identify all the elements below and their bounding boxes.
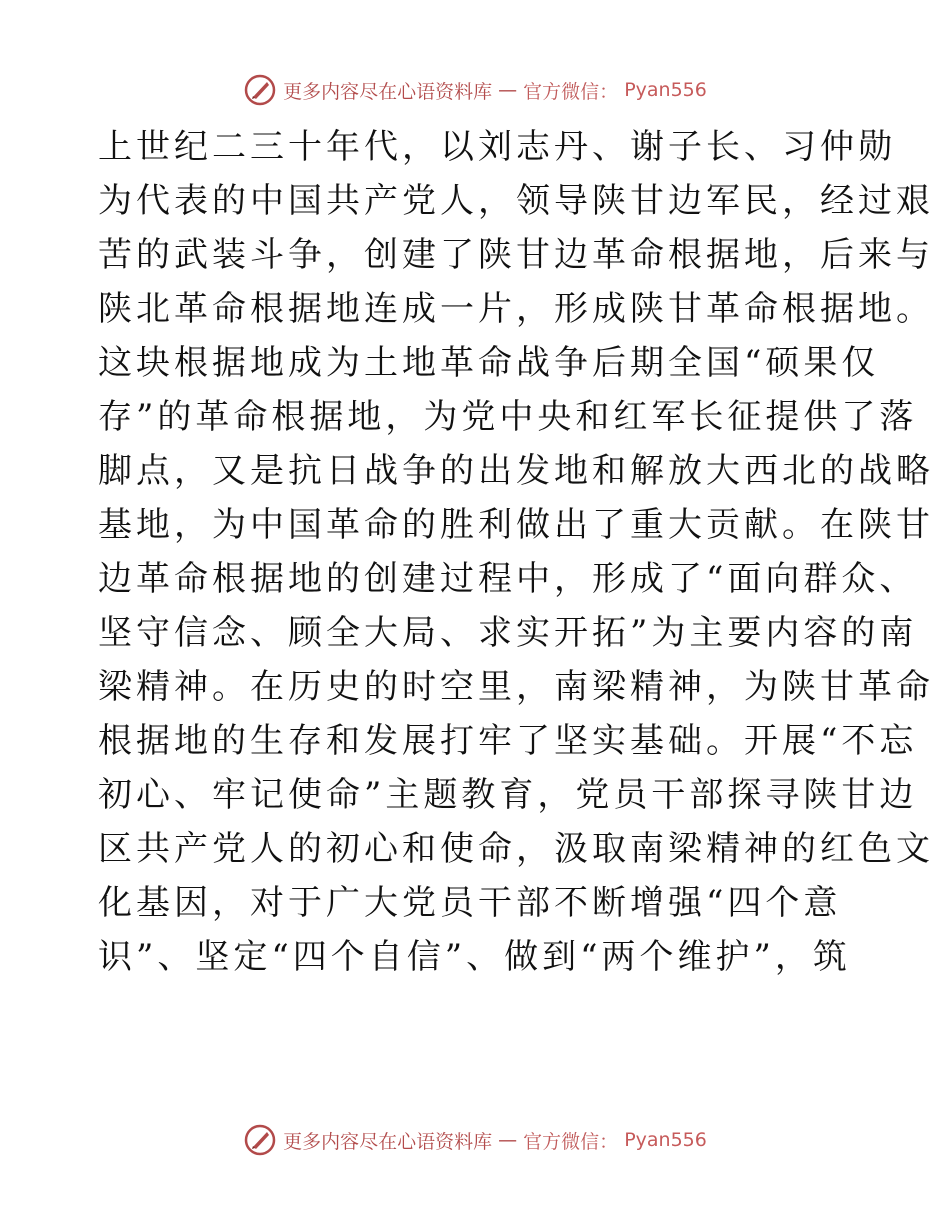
- footer-banner: [0, 1120, 950, 1160]
- body-line: 边革命根据地的创建过程中，形成了“面向群众、: [98, 559, 918, 599]
- body-line: 存”的革命根据地，为党中央和红军长征提供了落: [98, 397, 918, 437]
- header-banner: [0, 70, 950, 110]
- body-line: 基地，为中国革命的胜利做出了重大贡献。在陕甘: [98, 505, 934, 545]
- quill-logo-icon: [243, 1123, 277, 1157]
- footer-separator: —: [498, 1129, 518, 1151]
- body-line: 梁精神。在历史的时空里，南梁精神，为陕甘革命: [98, 667, 934, 707]
- quill-logo-icon: [243, 73, 277, 107]
- body-line: 苦的武装斗争，创建了陕甘边革命根据地，后来与: [98, 235, 934, 275]
- body-line: 这块根据地成为土地革命战争后期全国“硕果仅: [98, 343, 880, 383]
- body-line: 初心、牢记使命”主题教育，党员干部探寻陕甘边: [98, 775, 918, 815]
- header-site-text: 更多内容尽在心语资料库: [283, 80, 493, 103]
- body-line: 为代表的中国共产党人，领导陕甘边军民，经过艰: [98, 181, 934, 221]
- body-line: 根据地的生存和发展打牢了坚实基础。开展“不忘: [98, 721, 918, 761]
- document-body: [98, 120, 934, 984]
- header-separator: —: [498, 79, 518, 101]
- body-line: 识”、坚定“四个自信”、做到“两个维护”，筑: [98, 937, 851, 977]
- footer-wechat-label: 官方微信：: [523, 1130, 619, 1153]
- body-line: 坚守信念、顾全大局、求实开拓”为主要内容的南: [98, 613, 918, 653]
- header-account: Pyan556: [624, 79, 707, 101]
- body-line: 脚点，又是抗日战争的出发地和解放大西北的战略: [98, 451, 934, 491]
- body-line: 上世纪二三十年代，以刘志丹、谢子长、习仲勋: [98, 127, 896, 167]
- footer-site-text: 更多内容尽在心语资料库: [283, 1130, 493, 1153]
- header-wechat-label: 官方微信：: [523, 80, 619, 103]
- body-line: 区共产党人的初心和使命，汲取南梁精神的红色文: [98, 829, 934, 869]
- body-line: 化基因，对于广大党员干部不断增强“四个意: [98, 883, 842, 923]
- body-line: 陕北革命根据地连成一片，形成陕甘革命根据地。: [98, 289, 934, 329]
- footer-account: Pyan556: [624, 1129, 707, 1151]
